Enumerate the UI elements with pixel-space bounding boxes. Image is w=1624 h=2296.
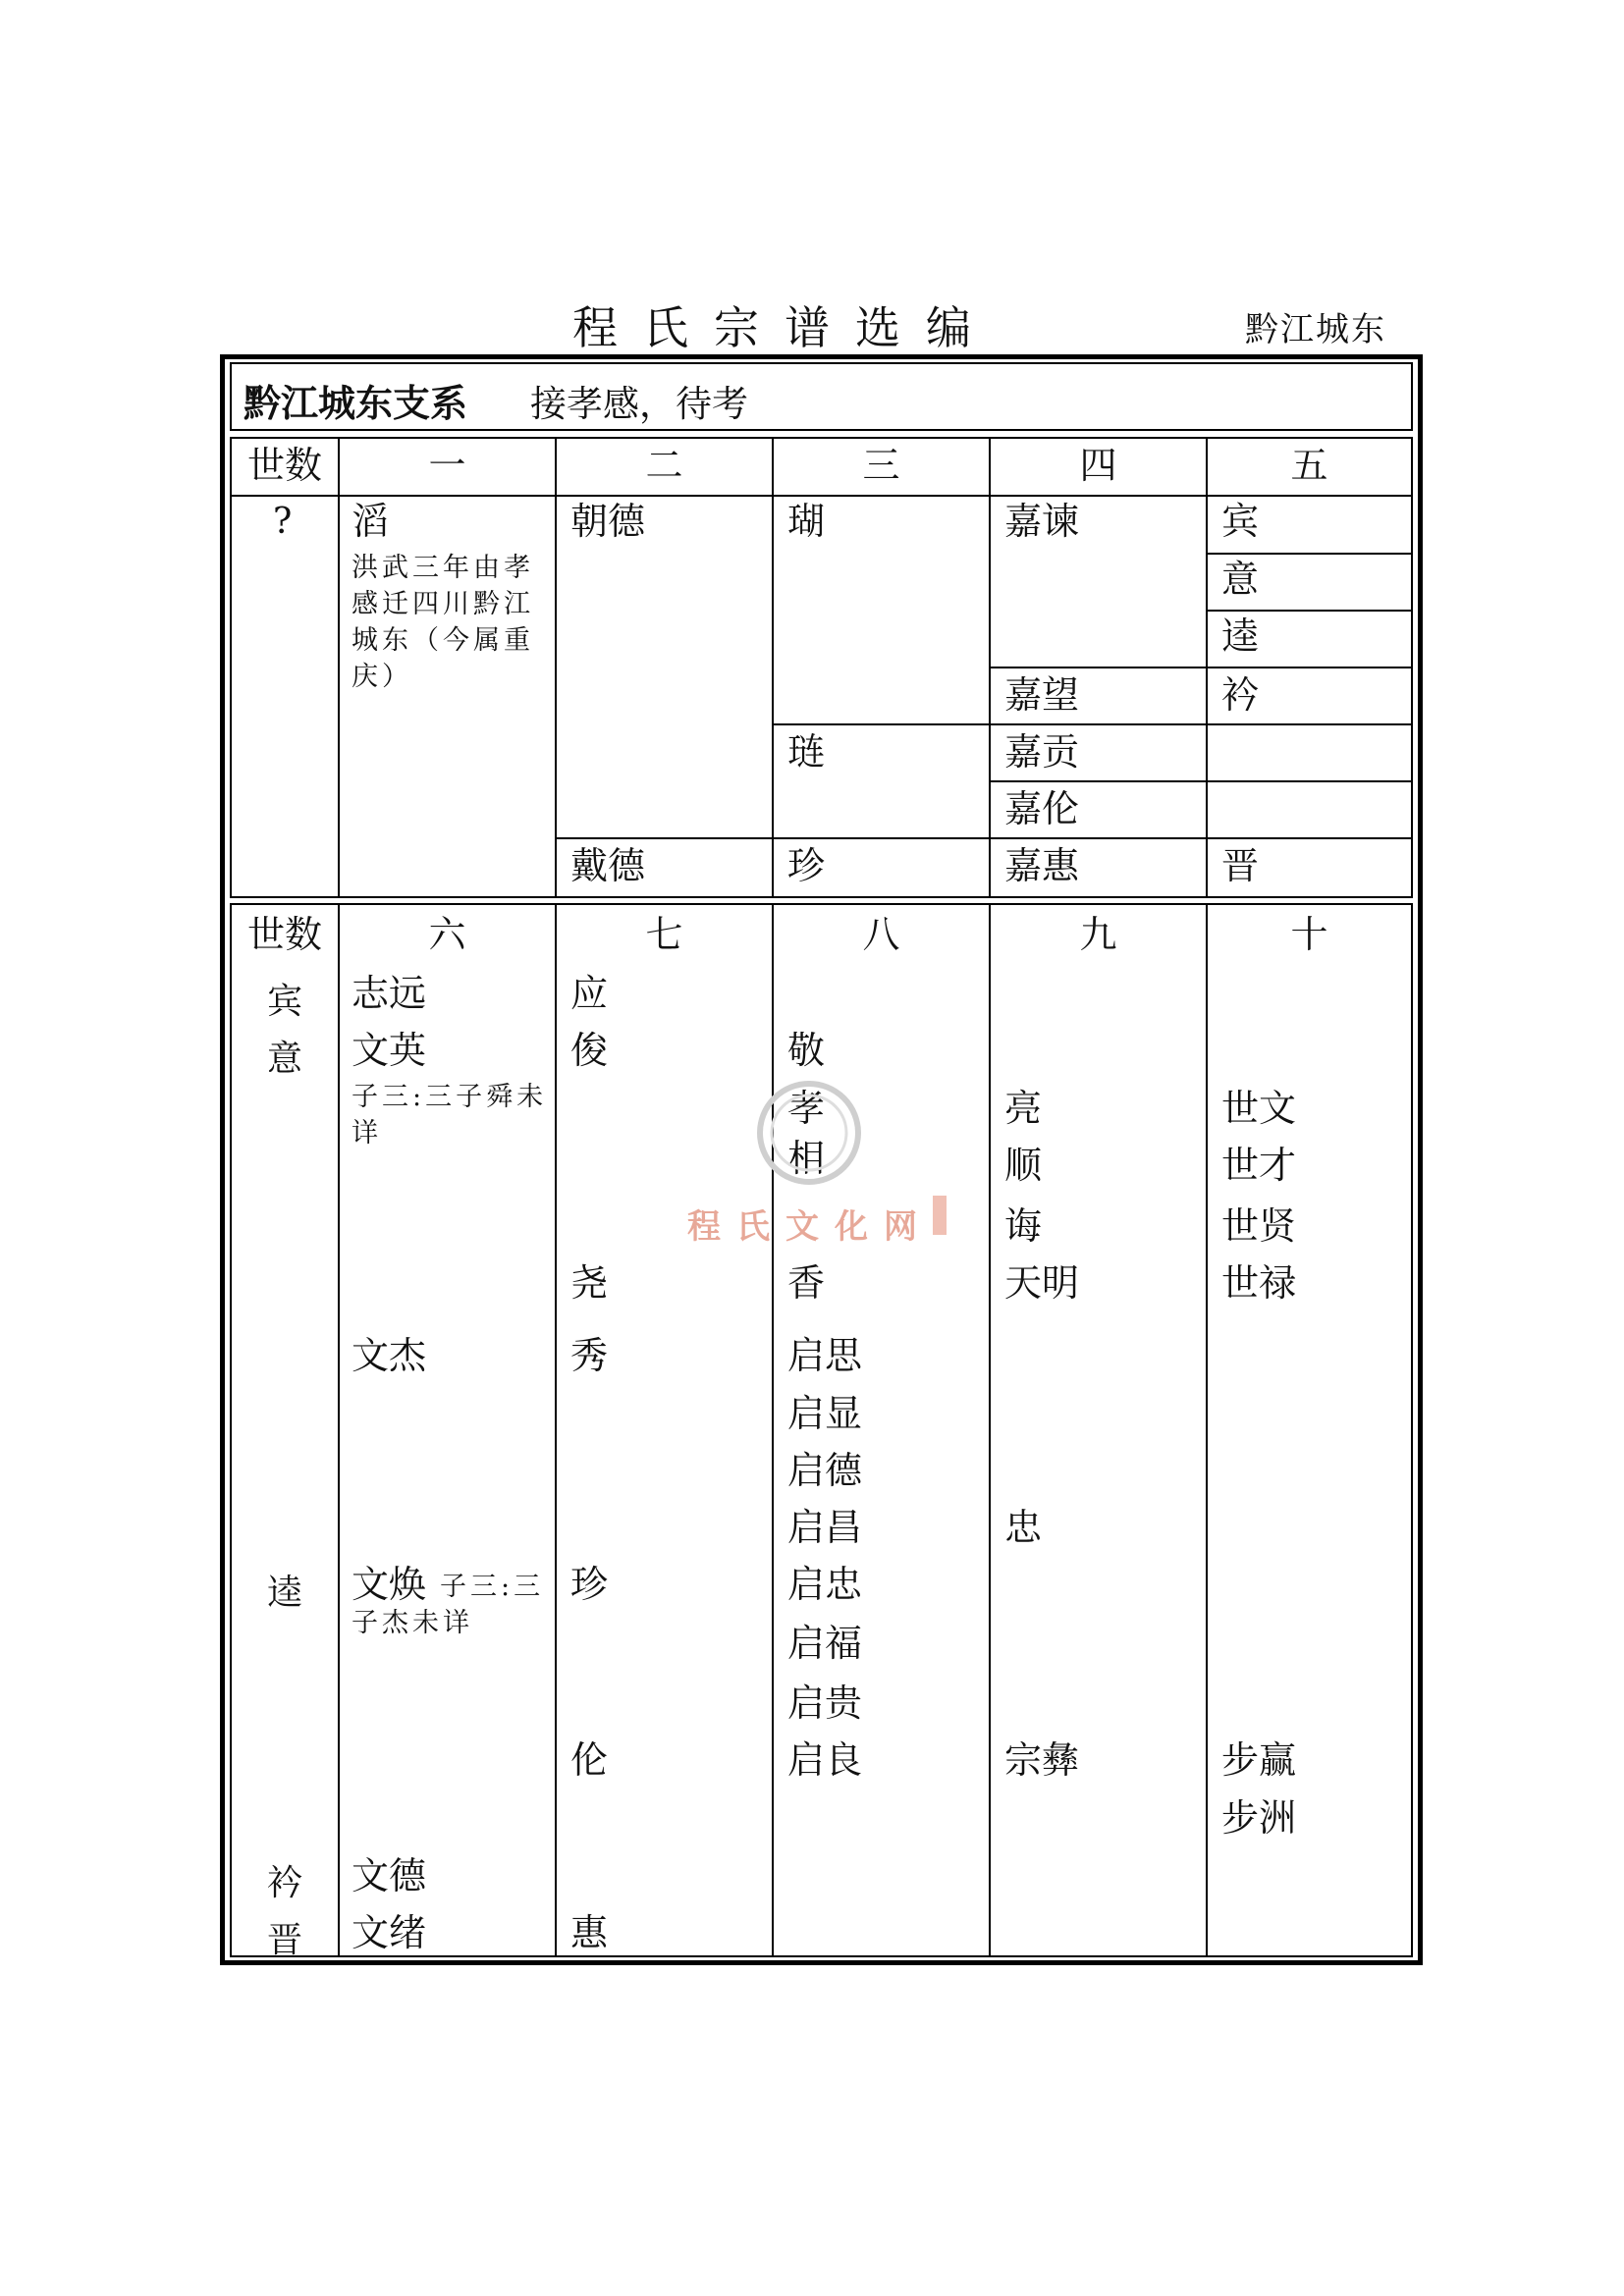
- person-ying: 应: [570, 972, 609, 1015]
- person-wenhuan-note: 子三:三子杰未详: [352, 1572, 545, 1638]
- person-tao: 滔: [352, 500, 390, 543]
- row-label-unknown: ?: [273, 502, 293, 542]
- row-label-kui: 逵: [267, 1573, 303, 1613]
- generation-table-2: [230, 903, 1413, 1960]
- person-jiahui: 嘉惠: [1004, 844, 1080, 887]
- person-shilu: 世禄: [1221, 1261, 1297, 1305]
- person-tao-note: 洪武三年由孝感迁四川黔江城东（今属重庆）: [352, 553, 534, 692]
- person-wenxu: 文绪: [352, 1911, 427, 1954]
- branch-note: 接孝感，待考: [530, 383, 748, 425]
- person-zhong: 忠: [1004, 1506, 1043, 1549]
- row-label-yi: 意: [267, 1039, 303, 1079]
- person-zhen-7: 珍: [570, 1563, 609, 1606]
- person-wende: 文德: [352, 1854, 427, 1897]
- generation-header-corner-2: 世数: [246, 913, 322, 956]
- generation-header-corner: 世数: [246, 444, 322, 487]
- branch-name: 黔江城东支系: [244, 382, 468, 425]
- person-jiajian: 嘉谏: [1004, 500, 1080, 543]
- person-wenying-note: 子三:三子舜未详: [352, 1082, 548, 1148]
- person-hui-9: 诲: [1004, 1204, 1043, 1248]
- generation-header-10: 十: [1290, 913, 1328, 956]
- row-label-jin-6: 晋: [267, 1920, 303, 1960]
- person-zongyi: 宗彝: [1004, 1738, 1080, 1782]
- person-qisi: 启思: [787, 1334, 863, 1377]
- person-zhen: 珍: [787, 844, 826, 887]
- person-qixian: 启显: [787, 1392, 863, 1435]
- person-wenhuan-name: 文焕: [352, 1563, 427, 1606]
- person-xiu: 秀: [570, 1334, 609, 1377]
- person-qigui: 启贵: [787, 1682, 863, 1725]
- person-tianming: 天明: [1004, 1261, 1080, 1305]
- person-buying: 步赢: [1221, 1738, 1297, 1782]
- watermark-seal: [754, 1078, 864, 1188]
- generation-header-4: 四: [1079, 444, 1117, 487]
- person-jin-6: 晋: [1221, 844, 1260, 887]
- person-jiagong: 嘉贡: [1004, 730, 1080, 774]
- region-label: 黔江城东: [1245, 310, 1386, 349]
- generation-header-1: 一: [428, 444, 466, 487]
- generation-header-8: 八: [862, 913, 900, 956]
- person-chaode: 朝德: [570, 500, 646, 543]
- person-qichang: 启昌: [787, 1506, 863, 1549]
- generation-header-6: 六: [428, 913, 466, 956]
- generation-header-9: 九: [1079, 913, 1117, 956]
- watermark-stamp: [933, 1196, 947, 1235]
- row-label-jin-5: 衿: [267, 1863, 303, 1903]
- page-title: 程氏宗谱选编: [572, 301, 997, 354]
- person-shun: 顺: [1004, 1144, 1043, 1187]
- generation-header-2: 二: [645, 444, 683, 487]
- generation-table-1: [230, 437, 1413, 898]
- person-lian: 琏: [787, 730, 826, 774]
- person-hu: 瑚: [787, 500, 826, 543]
- generation-header-5: 五: [1290, 444, 1328, 487]
- person-xiao: 孝: [787, 1087, 826, 1130]
- person-wenjie: 文杰: [352, 1334, 427, 1377]
- person-kui: 逵: [1221, 614, 1260, 658]
- person-jialun: 嘉伦: [1004, 787, 1080, 830]
- person-shicai: 世才: [1221, 1144, 1297, 1187]
- person-jin-5: 衿: [1221, 673, 1260, 717]
- person-yi: 意: [1221, 558, 1260, 601]
- person-shixian: 世贤: [1221, 1204, 1297, 1248]
- person-shiwen: 世文: [1221, 1087, 1297, 1130]
- person-daide: 戴德: [570, 844, 646, 887]
- generation-header-3: 三: [862, 444, 900, 487]
- person-yao: 尧: [570, 1261, 609, 1305]
- person-qide: 启德: [787, 1449, 863, 1492]
- person-hui: 惠: [570, 1911, 609, 1954]
- generation-header-7: 七: [645, 913, 683, 956]
- person-qizhong: 启忠: [787, 1563, 863, 1606]
- person-bin: 宾: [1221, 500, 1260, 543]
- person-jun: 俊: [570, 1029, 609, 1072]
- person-liang: 亮: [1004, 1087, 1043, 1130]
- row-label-bin: 宾: [267, 982, 303, 1022]
- watermark-site-name: 程氏文化网: [687, 1207, 933, 1247]
- person-qiliang: 启良: [787, 1738, 863, 1782]
- person-lun: 伦: [570, 1738, 609, 1782]
- person-zhiyuan: 志远: [352, 972, 427, 1015]
- person-xiang-fragrance: 香: [787, 1261, 826, 1305]
- person-wenying: 文英: [352, 1029, 427, 1072]
- person-xiang-8: 相: [787, 1137, 826, 1180]
- person-qifu: 启福: [787, 1622, 863, 1665]
- person-jiawang: 嘉望: [1004, 673, 1080, 717]
- person-jing: 敬: [787, 1029, 826, 1072]
- person-buzhou: 步洲: [1221, 1796, 1297, 1840]
